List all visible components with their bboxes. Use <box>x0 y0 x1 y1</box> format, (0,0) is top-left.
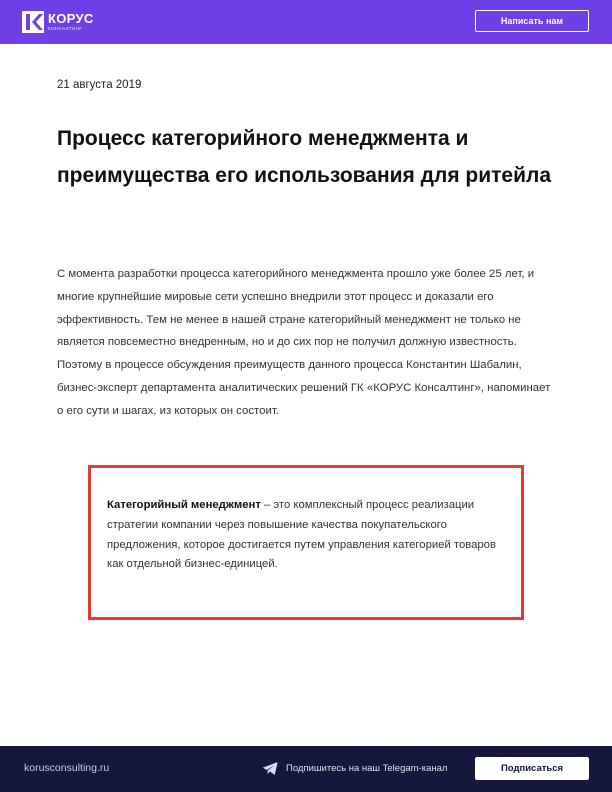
article-title: Процесс категорийного менеджмента и преимущества его использования для ритейла <box>57 127 552 187</box>
header-bar <box>0 0 612 44</box>
callout-term: Категорийный менеджмент <box>107 499 261 511</box>
telegram-icon <box>262 761 279 776</box>
callout-definition: – это комплексный процесс реализации стратегии компании через повышение качества покупательского предложения, которое достигается путем управления категорией товаров как отдельной бизнес-единицей. <box>107 499 496 571</box>
telegram-subscribe-text[interactable]: Подпишитесь на наш Telegam-канал <box>286 763 448 774</box>
contact-us-button[interactable]: Написать нам <box>475 10 589 32</box>
korus-logo[interactable] <box>22 10 94 34</box>
article-intro: С момента разработки процесса категорийного менеджмента прошло уже более 25 лет, и многие крупнейшие мировые сети успешно внедрили этот процесс и доказали его эффективность. Тем не менее в нашей стране категорийный менеджмент не только не является повсеместно внедренным, но и до сих пор не получил должную известность. Поэтому в процессе обсуждения преимуществ данного процесса Константин Шабалин, бизнес-эксперт департамента аналитических решений ГК «КОРУС Консалтинг», напоминает о его сути и шагах, из которых он состоит. <box>57 268 551 417</box>
article-date: 21 августа 2019 <box>57 79 142 91</box>
callout-text <box>107 496 503 575</box>
logo-name: КОРУС <box>48 11 94 27</box>
subscribe-button[interactable]: Подписаться <box>475 757 589 780</box>
logo-subtitle: КОНСАЛТИНГ <box>48 26 83 32</box>
korus-logo-icon <box>22 11 44 33</box>
footer-bar <box>0 746 612 792</box>
logo-wordmark <box>48 12 94 32</box>
site-link[interactable]: korusconsulting.ru <box>24 762 110 774</box>
definition-callout <box>88 465 524 620</box>
